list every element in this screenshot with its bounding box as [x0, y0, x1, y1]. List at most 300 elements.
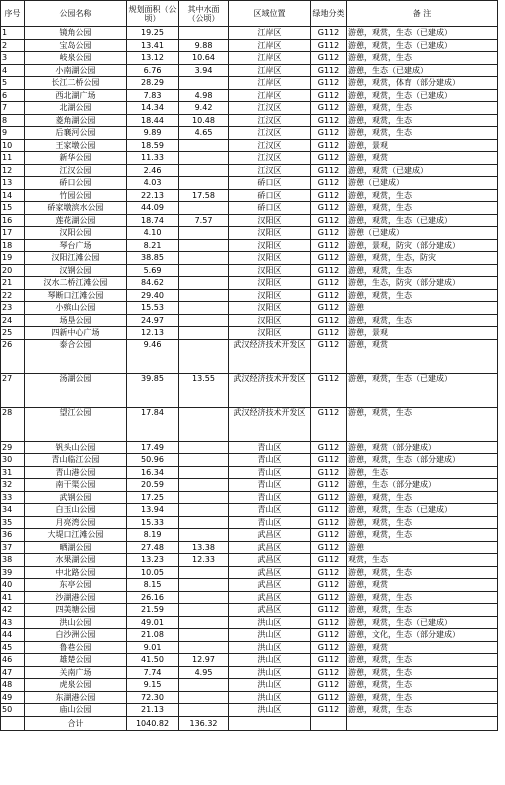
- table-row: [1, 454, 498, 467]
- cell-planned-area: 21.13: [127, 704, 179, 717]
- cell-planned-area: 15.33: [127, 516, 179, 529]
- cell-row-index: 12: [1, 164, 25, 177]
- cell-district: 武昌区: [229, 604, 311, 617]
- cell-row-index: 50: [1, 704, 25, 717]
- cell-planned-area: 29.40: [127, 289, 179, 302]
- cell-remarks: 游憩，生态: [347, 466, 498, 479]
- cell-district: 江岸区: [229, 52, 311, 65]
- cell-row-index: 25: [1, 327, 25, 340]
- cell-category-code: G112: [311, 277, 347, 290]
- table-row: [1, 691, 498, 704]
- cell-district: 江岸区: [229, 27, 311, 40]
- cell-district: 武昌区: [229, 554, 311, 567]
- cell-remarks: 游憩，景观: [347, 139, 498, 152]
- cell-district: 江汉区: [229, 114, 311, 127]
- cell-category-code: G112: [311, 89, 347, 102]
- cell-water-area: [179, 139, 229, 152]
- cell-remarks: 游憩，观赏，生态，防灾: [347, 252, 498, 265]
- cell-remarks: 游憩，观赏，生态（已建成）: [347, 214, 498, 227]
- cell-remarks: 游憩，观赏，生态: [347, 264, 498, 277]
- table-row: [1, 666, 498, 679]
- cell-district: 洪山区: [229, 679, 311, 692]
- cell-category-code: G112: [311, 454, 347, 467]
- cell-category-code: G112: [311, 152, 347, 165]
- cell-park-name: 中北路公园: [25, 566, 127, 579]
- cell-category-code: G112: [311, 102, 347, 115]
- cell-district: 汉阳区: [229, 252, 311, 265]
- cell-park-name: 钒头山公园: [25, 441, 127, 454]
- cell-planned-area: 18.44: [127, 114, 179, 127]
- park-table-body: [1, 27, 498, 731]
- table-row: [1, 264, 498, 277]
- table-row: [1, 327, 498, 340]
- table-row: [1, 239, 498, 252]
- cell-park-name: 镜角公园: [25, 27, 127, 40]
- cell-planned-area: 50.96: [127, 454, 179, 467]
- cell-category-code: G112: [311, 666, 347, 679]
- cell-park-name: 后襄河公园: [25, 127, 127, 140]
- cell-water-area: [179, 264, 229, 277]
- cell-district: 江岸区: [229, 39, 311, 52]
- cell-district: 江汉区: [229, 164, 311, 177]
- cell-row-index: 26: [1, 339, 25, 373]
- cell-district: 江汉区: [229, 152, 311, 165]
- table-row: [1, 214, 498, 227]
- table-row: [1, 541, 498, 554]
- cell-remarks: 游憩，观赏，生态: [347, 127, 498, 140]
- cell-row-index: 16: [1, 214, 25, 227]
- header-index: 序号: [1, 1, 25, 27]
- cell-district: 洪山区: [229, 616, 311, 629]
- cell-park-name: 青山港公园: [25, 466, 127, 479]
- cell-row-index: 2: [1, 39, 25, 52]
- cell-row-index: 14: [1, 189, 25, 202]
- cell-category-code: G112: [311, 139, 347, 152]
- cell-remarks: 游憩，观赏: [347, 579, 498, 592]
- cell-remarks: 游憩，观赏，生态: [347, 666, 498, 679]
- cell-remarks: 游憩，观赏，生态: [347, 52, 498, 65]
- cell-category-code: G112: [311, 177, 347, 190]
- cell-district: 汉阳区: [229, 302, 311, 315]
- cell-row-index: 40: [1, 579, 25, 592]
- cell-park-name: 岐泉公园: [25, 52, 127, 65]
- cell-planned-area: 10.05: [127, 566, 179, 579]
- table-row: [1, 566, 498, 579]
- cell-row-index: 36: [1, 529, 25, 542]
- table-row: [1, 152, 498, 165]
- cell-water-area: [179, 441, 229, 454]
- cell-park-name: 洪山公园: [25, 616, 127, 629]
- cell-row-index: 45: [1, 641, 25, 654]
- table-row: [1, 139, 498, 152]
- cell-water-area: 10.48: [179, 114, 229, 127]
- cell-remarks: 游憩（已建成）: [347, 227, 498, 240]
- cell-row-index: 34: [1, 504, 25, 517]
- cell-planned-area: 13.94: [127, 504, 179, 517]
- cell-park-name: 琴台广场: [25, 239, 127, 252]
- cell-remarks: 游憩，观赏，生态: [347, 289, 498, 302]
- cell-water-area: [179, 202, 229, 215]
- cell-category-code: G112: [311, 491, 347, 504]
- cell-park-name: 江汉公园: [25, 164, 127, 177]
- cell-planned-area: 17.49: [127, 441, 179, 454]
- cell-planned-area: 13.12: [127, 52, 179, 65]
- cell-remarks: 游憩，观赏，生态: [347, 189, 498, 202]
- cell-remarks: 游憩（已建成）: [347, 177, 498, 190]
- cell-planned-area: 8.15: [127, 579, 179, 592]
- cell-park-name: 莲花湖公园: [25, 214, 127, 227]
- cell-water-area: 4.95: [179, 666, 229, 679]
- cell-water-area: [179, 704, 229, 717]
- cell-planned-area: 26.16: [127, 591, 179, 604]
- cell-district: 洪山区: [229, 704, 311, 717]
- header-district: 区域位置: [229, 1, 311, 27]
- cell-planned-area: 20.59: [127, 479, 179, 492]
- cell-category-code: G112: [311, 27, 347, 40]
- cell-planned-area: 27.48: [127, 541, 179, 554]
- cell-water-area: [179, 277, 229, 290]
- cell-category-code: G112: [311, 604, 347, 617]
- cell-remarks: 游憩，观赏，生态: [347, 516, 498, 529]
- cell-row-index: 22: [1, 289, 25, 302]
- cell-category-code: G112: [311, 264, 347, 277]
- cell-row-index: 23: [1, 302, 25, 315]
- cell-park-name: 汉阳公园: [25, 227, 127, 240]
- cell-park-name: 水果湖公园: [25, 554, 127, 567]
- cell-category-code: G112: [311, 189, 347, 202]
- cell-planned-area: 8.21: [127, 239, 179, 252]
- header-name: 公园名称: [25, 1, 127, 27]
- cell-remarks: 游憩，观赏，生态: [347, 691, 498, 704]
- cell-district: 汉阳区: [229, 239, 311, 252]
- cell-park-name: 四新中心广场: [25, 327, 127, 340]
- cell-row-index: 30: [1, 454, 25, 467]
- table-row: [1, 52, 498, 65]
- cell-district: 青山区: [229, 516, 311, 529]
- cell-category-code: G112: [311, 302, 347, 315]
- cell-planned-area: 9.15: [127, 679, 179, 692]
- cell-planned-area: 19.25: [127, 27, 179, 40]
- table-row: [1, 479, 498, 492]
- cell-park-name: 场垦公园: [25, 314, 127, 327]
- cell-park-name: 雄楚公园: [25, 654, 127, 667]
- cell-remarks: 游憩，文化，生态（部分建成）: [347, 629, 498, 642]
- cell-water-area: 12.97: [179, 654, 229, 667]
- cell-remarks: 游憩，观赏，生态: [347, 114, 498, 127]
- cell-row-index: 1: [1, 27, 25, 40]
- cell-planned-area: 8.19: [127, 529, 179, 542]
- cell-category-code: G112: [311, 39, 347, 52]
- table-row: [1, 373, 498, 407]
- cell-park-name: 西北湖广场: [25, 89, 127, 102]
- cell-district: 青山区: [229, 441, 311, 454]
- cell-water-area: [179, 252, 229, 265]
- cell-district: 武昌区: [229, 579, 311, 592]
- cell-water-area: [179, 629, 229, 642]
- cell-row-index: 37: [1, 541, 25, 554]
- cell-row-index: 49: [1, 691, 25, 704]
- total-row: [1, 716, 498, 730]
- cell-planned-area: 9.89: [127, 127, 179, 140]
- table-row: [1, 339, 498, 373]
- cell-water-area: 4.65: [179, 127, 229, 140]
- cell-planned-area: 12.13: [127, 327, 179, 340]
- cell-planned-area: 21.08: [127, 629, 179, 642]
- cell-remarks: 游憩，观赏，体育（部分建成）: [347, 77, 498, 90]
- cell-water-area: [179, 289, 229, 302]
- cell-water-area: 9.88: [179, 39, 229, 52]
- cell-water-area: [179, 504, 229, 517]
- table-row: [1, 654, 498, 667]
- cell-remarks: 游憩，观赏，生态: [347, 314, 498, 327]
- cell-water-area: [179, 479, 229, 492]
- cell-planned-area: 7.74: [127, 666, 179, 679]
- cell-remarks: 游憩，观赏: [347, 152, 498, 165]
- cell-planned-area: 6.76: [127, 64, 179, 77]
- cell-planned-area: 18.59: [127, 139, 179, 152]
- cell-water-area: 10.64: [179, 52, 229, 65]
- table-row: [1, 39, 498, 52]
- cell-water-area: [179, 239, 229, 252]
- cell-category-code: G112: [311, 373, 347, 407]
- cell-district: 硚口区: [229, 202, 311, 215]
- cell-district: 武汉经济技术开发区: [229, 407, 311, 441]
- cell-category-code: G112: [311, 252, 347, 265]
- cell-water-area: [179, 491, 229, 504]
- cell-row-index: 31: [1, 466, 25, 479]
- cell-park-name: 汤湖公园: [25, 373, 127, 407]
- cell-category-code: G112: [311, 202, 347, 215]
- total-label: 合计: [25, 716, 127, 730]
- cell-water-area: 17.58: [179, 189, 229, 202]
- table-row: [1, 77, 498, 90]
- cell-district: 汉阳区: [229, 289, 311, 302]
- cell-planned-area: 16.34: [127, 466, 179, 479]
- cell-remarks: 游憩，观赏，生态: [347, 529, 498, 542]
- cell-category-code: G112: [311, 339, 347, 373]
- cell-row-index: 10: [1, 139, 25, 152]
- cell-park-name: 大堤口江滩公园: [25, 529, 127, 542]
- cell-park-name: 北湖公园: [25, 102, 127, 115]
- cell-remarks: 游憩，观赏，生态: [347, 202, 498, 215]
- header-category: 绿地分类: [311, 1, 347, 27]
- cell-park-name: 汉钢公园: [25, 264, 127, 277]
- cell-row-index: 6: [1, 89, 25, 102]
- cell-park-name: 鲁巷公园: [25, 641, 127, 654]
- cell-category-code: G112: [311, 77, 347, 90]
- table-row: [1, 289, 498, 302]
- cell-planned-area: 17.84: [127, 407, 179, 441]
- cell-district: 汉阳区: [229, 327, 311, 340]
- cell-park-name: 东湖港公园: [25, 691, 127, 704]
- cell-row-index: 35: [1, 516, 25, 529]
- cell-remarks: 观赏，生态: [347, 554, 498, 567]
- cell-park-name: 王家墩公园: [25, 139, 127, 152]
- table-row: [1, 27, 498, 40]
- cell-planned-area: 17.25: [127, 491, 179, 504]
- table-row: [1, 591, 498, 604]
- cell-park-name: 月亮湾公园: [25, 516, 127, 529]
- cell-district: 江汉区: [229, 102, 311, 115]
- table-row: [1, 177, 498, 190]
- cell-park-name: 宝岛公园: [25, 39, 127, 52]
- table-row: [1, 314, 498, 327]
- cell-water-area: [179, 454, 229, 467]
- cell-row-index: 20: [1, 264, 25, 277]
- cell-planned-area: 15.53: [127, 302, 179, 315]
- cell-row-index: 9: [1, 127, 25, 140]
- cell-row-index: 15: [1, 202, 25, 215]
- table-row: [1, 114, 498, 127]
- cell-category-code: G112: [311, 591, 347, 604]
- cell-district: 江岸区: [229, 77, 311, 90]
- cell-row-index: 27: [1, 373, 25, 407]
- cell-remarks: 游憩: [347, 541, 498, 554]
- cell-category-code: G112: [311, 554, 347, 567]
- cell-water-area: [179, 302, 229, 315]
- cell-remarks: 游憩，生态（已建成）: [347, 64, 498, 77]
- cell-row-index: 3: [1, 52, 25, 65]
- table-row: [1, 64, 498, 77]
- cell-row-index: 29: [1, 441, 25, 454]
- table-row: [1, 227, 498, 240]
- cell-water-area: [179, 177, 229, 190]
- cell-remarks: 游憩，观赏（部分建成）: [347, 441, 498, 454]
- cell-remarks: 游憩，观赏: [347, 339, 498, 373]
- table-row: [1, 252, 498, 265]
- table-row: [1, 189, 498, 202]
- cell-park-name: 四美塘公园: [25, 604, 127, 617]
- cell-category-code: G112: [311, 214, 347, 227]
- cell-planned-area: 13.23: [127, 554, 179, 567]
- cell-park-name: 白玉山公园: [25, 504, 127, 517]
- cell-category-code: G112: [311, 466, 347, 479]
- cell-row-index: 41: [1, 591, 25, 604]
- cell-district: 汉阳区: [229, 277, 311, 290]
- cell-park-name: 庙山公园: [25, 704, 127, 717]
- cell-water-area: [179, 227, 229, 240]
- cell-water-area: [179, 516, 229, 529]
- cell-category-code: G112: [311, 579, 347, 592]
- cell-row-index: 48: [1, 679, 25, 692]
- cell-park-name: 新华公园: [25, 152, 127, 165]
- cell-category-code: G112: [311, 227, 347, 240]
- cell-remarks: 游憩，观赏，生态: [347, 566, 498, 579]
- cell-row-index: 21: [1, 277, 25, 290]
- cell-category-code: G112: [311, 64, 347, 77]
- cell-district: 青山区: [229, 454, 311, 467]
- cell-row-index: 8: [1, 114, 25, 127]
- cell-remarks: 游憩，观赏，生态（已建成）: [347, 504, 498, 517]
- cell-row-index: 19: [1, 252, 25, 265]
- cell-district: 青山区: [229, 466, 311, 479]
- cell-planned-area: 14.34: [127, 102, 179, 115]
- cell-category-code: G112: [311, 441, 347, 454]
- cell-row-index: 43: [1, 616, 25, 629]
- cell-park-name: 望江公园: [25, 407, 127, 441]
- table-row: [1, 441, 498, 454]
- cell-category-code: G112: [311, 616, 347, 629]
- cell-water-area: [179, 407, 229, 441]
- cell-category-code: G112: [311, 566, 347, 579]
- cell-category-code: G112: [311, 314, 347, 327]
- cell-category-code: G112: [311, 164, 347, 177]
- table-row: [1, 202, 498, 215]
- cell-planned-area: 21.59: [127, 604, 179, 617]
- cell-park-name: 菱角湖公园: [25, 114, 127, 127]
- cell-district: 洪山区: [229, 691, 311, 704]
- cell-row-index: 7: [1, 102, 25, 115]
- cell-remarks: 游憩，观赏，生态: [347, 407, 498, 441]
- total-planned-area: 1040.82: [127, 716, 179, 730]
- cell-planned-area: 11.33: [127, 152, 179, 165]
- cell-row-index: 28: [1, 407, 25, 441]
- table-row: [1, 504, 498, 517]
- cell-remarks: 游憩，景观: [347, 327, 498, 340]
- cell-water-area: [179, 27, 229, 40]
- cell-planned-area: 4.03: [127, 177, 179, 190]
- table-row: [1, 704, 498, 717]
- cell-planned-area: 24.97: [127, 314, 179, 327]
- table-row: [1, 604, 498, 617]
- cell-district: 硚口区: [229, 189, 311, 202]
- total-water-area: 136.32: [179, 716, 229, 730]
- cell-park-name: 泰合公园: [25, 339, 127, 373]
- cell-district: 洪山区: [229, 629, 311, 642]
- cell-row-index: 47: [1, 666, 25, 679]
- cell-category-code: G112: [311, 629, 347, 642]
- cell-water-area: [179, 679, 229, 692]
- cell-water-area: [179, 616, 229, 629]
- cell-water-area: [179, 591, 229, 604]
- cell-district: 洪山区: [229, 641, 311, 654]
- cell-remarks: 游憩，观赏，生态（已建成）: [347, 89, 498, 102]
- cell-park-name: 沙湖港公园: [25, 591, 127, 604]
- cell-district: 江汉区: [229, 139, 311, 152]
- cell-district: 青山区: [229, 479, 311, 492]
- cell-row-index: 5: [1, 77, 25, 90]
- table-row: [1, 127, 498, 140]
- cell-district: 武昌区: [229, 591, 311, 604]
- cell-planned-area: 28.29: [127, 77, 179, 90]
- cell-district: 江岸区: [229, 64, 311, 77]
- cell-district: 武汉经济技术开发区: [229, 373, 311, 407]
- cell-remarks: 游憩，观赏（已建成）: [347, 164, 498, 177]
- cell-district: 武昌区: [229, 529, 311, 542]
- cell-remarks: 游憩，观赏，生态: [347, 591, 498, 604]
- cell-remarks: 游憩，生态，防灾（部分建成）: [347, 277, 498, 290]
- table-row: [1, 629, 498, 642]
- cell-row-index: 13: [1, 177, 25, 190]
- cell-row-index: 11: [1, 152, 25, 165]
- cell-district: 武汉经济技术开发区: [229, 339, 311, 373]
- cell-district: 武昌区: [229, 541, 311, 554]
- cell-planned-area: 9.01: [127, 641, 179, 654]
- table-row: [1, 529, 498, 542]
- cell-row-index: 18: [1, 239, 25, 252]
- cell-category-code: G112: [311, 479, 347, 492]
- cell-category-code: G112: [311, 641, 347, 654]
- cell-planned-area: 22.13: [127, 189, 179, 202]
- cell-water-area: [179, 529, 229, 542]
- cell-category-code: G112: [311, 327, 347, 340]
- cell-water-area: [179, 691, 229, 704]
- table-row: [1, 516, 498, 529]
- cell-water-area: [179, 604, 229, 617]
- cell-park-name: 小殡山公园: [25, 302, 127, 315]
- cell-remarks: 游憩，观赏，生态: [347, 491, 498, 504]
- cell-planned-area: 39.85: [127, 373, 179, 407]
